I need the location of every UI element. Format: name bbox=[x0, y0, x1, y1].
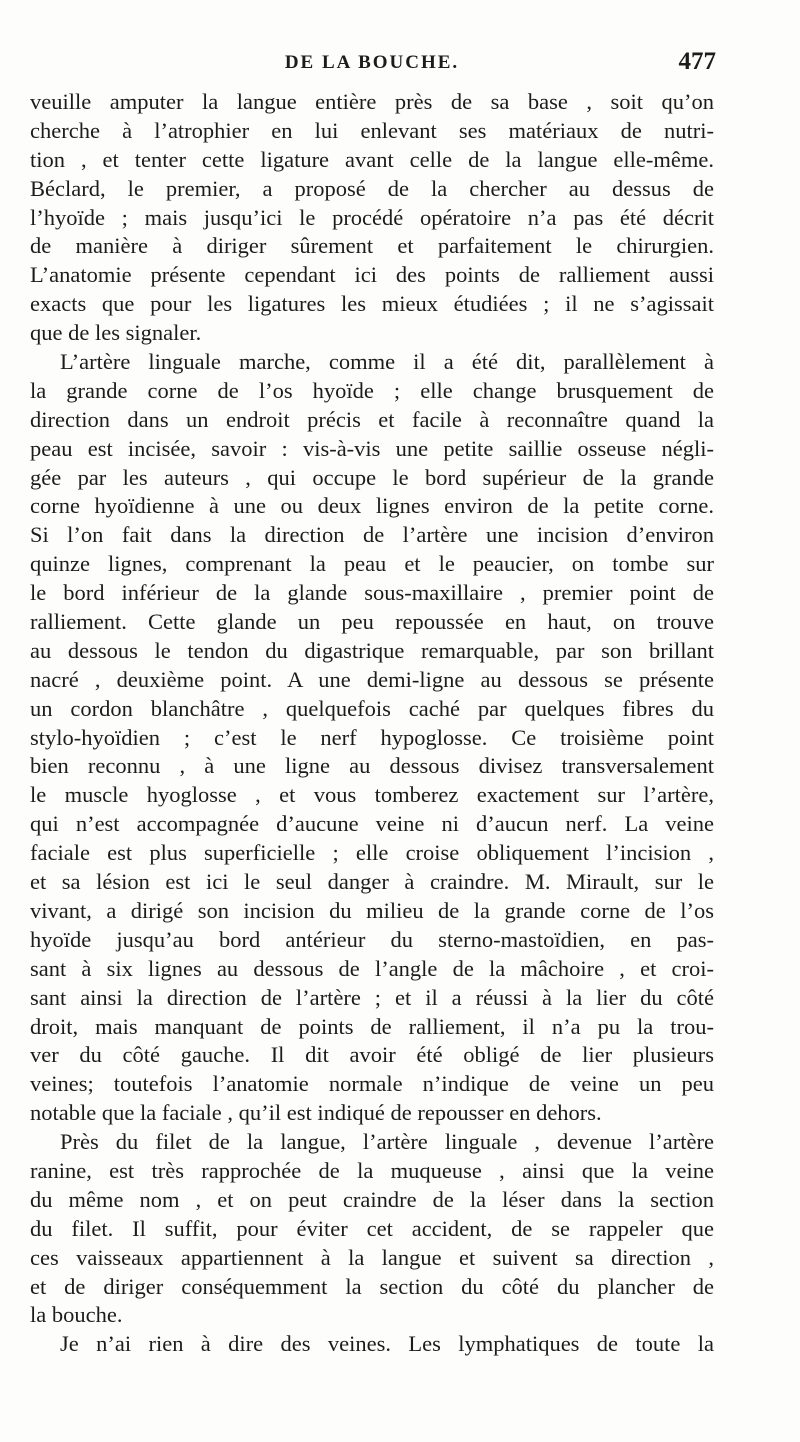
text-line: peau est incisée, savoir : vis-à-vis une petite saillie osseuse négli- bbox=[30, 435, 714, 461]
text-line: ralliement. Cette glande un peu repoussée en haut, on trouve bbox=[30, 609, 714, 635]
text-line: ranine, est très rapprochée de la muqueuse , ainsi que la veine bbox=[30, 1157, 714, 1183]
text-line: et de diriger conséquemment la section du côté du plancher de bbox=[30, 1273, 714, 1299]
text-line: bien reconnu , à une ligne au dessous divisez transversalement bbox=[30, 753, 714, 779]
running-head bbox=[30, 48, 716, 82]
text-line: exacts que pour les ligatures les mieux étudiées ; il ne s’agissait bbox=[30, 291, 714, 317]
text-line: ces vaisseaux appartiennent à la langue et suivent sa direction , bbox=[30, 1244, 714, 1270]
text-line: la bouche. bbox=[30, 1302, 123, 1328]
text-line: notable que la faciale , qu’il est indiqué de repousser en dehors. bbox=[30, 1100, 602, 1126]
text-line: Près du filet de la langue, l’artère linguale , devenue l’artère bbox=[60, 1129, 714, 1155]
text-line: Si l’on fait dans la direction de l’artère une incision d’environ bbox=[30, 522, 714, 548]
text-line: que de les signaler. bbox=[30, 320, 202, 346]
text-line: veuille amputer la langue entière près de sa base , soit qu’on bbox=[30, 89, 714, 114]
text-line: ver du côté gauche. Il dit avoir été obligé de lier plusieurs bbox=[30, 1042, 714, 1068]
text-line: Béclard, le premier, a proposé de la chercher au dessus de bbox=[30, 175, 714, 201]
page-number: 477 bbox=[678, 48, 716, 75]
text-line: quinze lignes, comprenant la peau et le peaucier, on tombe sur bbox=[30, 551, 714, 577]
text-line: corne hyoïdienne à une ou deux lignes environ de la petite corne. bbox=[30, 493, 714, 519]
text-line: sant ainsi la direction de l’artère ; et il a réussi à la lier du côté bbox=[30, 984, 714, 1010]
text-line: gée par les auteurs , qui occupe le bord supérieur de la grande bbox=[30, 464, 714, 490]
text-line: du même nom , et on peut craindre de la léser dans la section bbox=[30, 1186, 714, 1212]
text-line: cherche à l’atrophier en lui enlevant ses matériaux de nutri- bbox=[30, 117, 714, 143]
text-line: hyoïde jusqu’au bord antérieur du sterno-mastoïdien, en pas- bbox=[30, 926, 714, 952]
text-line: nacré , deuxième point. A une demi-ligne au dessous se présente bbox=[30, 666, 714, 692]
text-line: sant à six lignes au dessous de l’angle de la mâchoire , et croi- bbox=[30, 955, 714, 981]
running-title: DE LA BOUCHE. bbox=[284, 52, 460, 73]
body-text bbox=[30, 88, 714, 1359]
text-line: l’hyoïde ; mais jusqu’ici le procédé opératoire n’a pas été décrit bbox=[30, 204, 714, 230]
text-line: L’anatomie présente cependant ici des points de ralliement aussi bbox=[30, 262, 714, 288]
text-line: stylo-hyoïdien ; c’est le nerf hypoglosse. Ce troisième point bbox=[30, 724, 714, 750]
text-line: au dessous le tendon du digastrique remarquable, par son brillant bbox=[30, 637, 714, 663]
text-line: le bord inférieur de la glande sous-maxillaire , premier point de bbox=[30, 580, 714, 606]
text-line: faciale est plus superficielle ; elle croise obliquement l’incision , bbox=[30, 840, 714, 866]
text-line: de manière à diriger sûrement et parfaitement le chirurgien. bbox=[30, 233, 714, 259]
text-line: qui n’est accompagnée d’aucune veine ni d’aucun nerf. La veine bbox=[30, 811, 714, 837]
text-line: un cordon blanchâtre , quelquefois caché par quelques fibres du bbox=[30, 695, 714, 721]
text-line: droit, mais manquant de points de ralliement, il n’a pu la trou- bbox=[30, 1013, 714, 1039]
text-line: veines; toutefois l’anatomie normale n’indique de veine un peu bbox=[30, 1071, 714, 1097]
text-line: direction dans un endroit précis et facile à reconnaître quand la bbox=[30, 406, 714, 432]
text-line: la grande corne de l’os hyoïde ; elle change brusquement de bbox=[30, 377, 714, 403]
text-line: le muscle hyoglosse , et vous tomberez exactement sur l’artère, bbox=[30, 782, 714, 808]
text-line: et sa lésion est ici le seul danger à craindre. M. Mirault, sur le bbox=[30, 869, 714, 895]
text-line: vivant, a dirigé son incision du milieu de la grande corne de l’os bbox=[30, 897, 714, 923]
text-line: L’artère linguale marche, comme il a été dit, parallèlement à bbox=[60, 349, 714, 375]
text-line: Je n’ai rien à dire des veines. Les lymphatiques de toute la bbox=[60, 1331, 714, 1357]
text-line: tion , et tenter cette ligature avant celle de la langue elle-même. bbox=[30, 146, 714, 172]
text-line: du filet. Il suffit, pour éviter cet accident, de se rappeler que bbox=[30, 1215, 714, 1241]
